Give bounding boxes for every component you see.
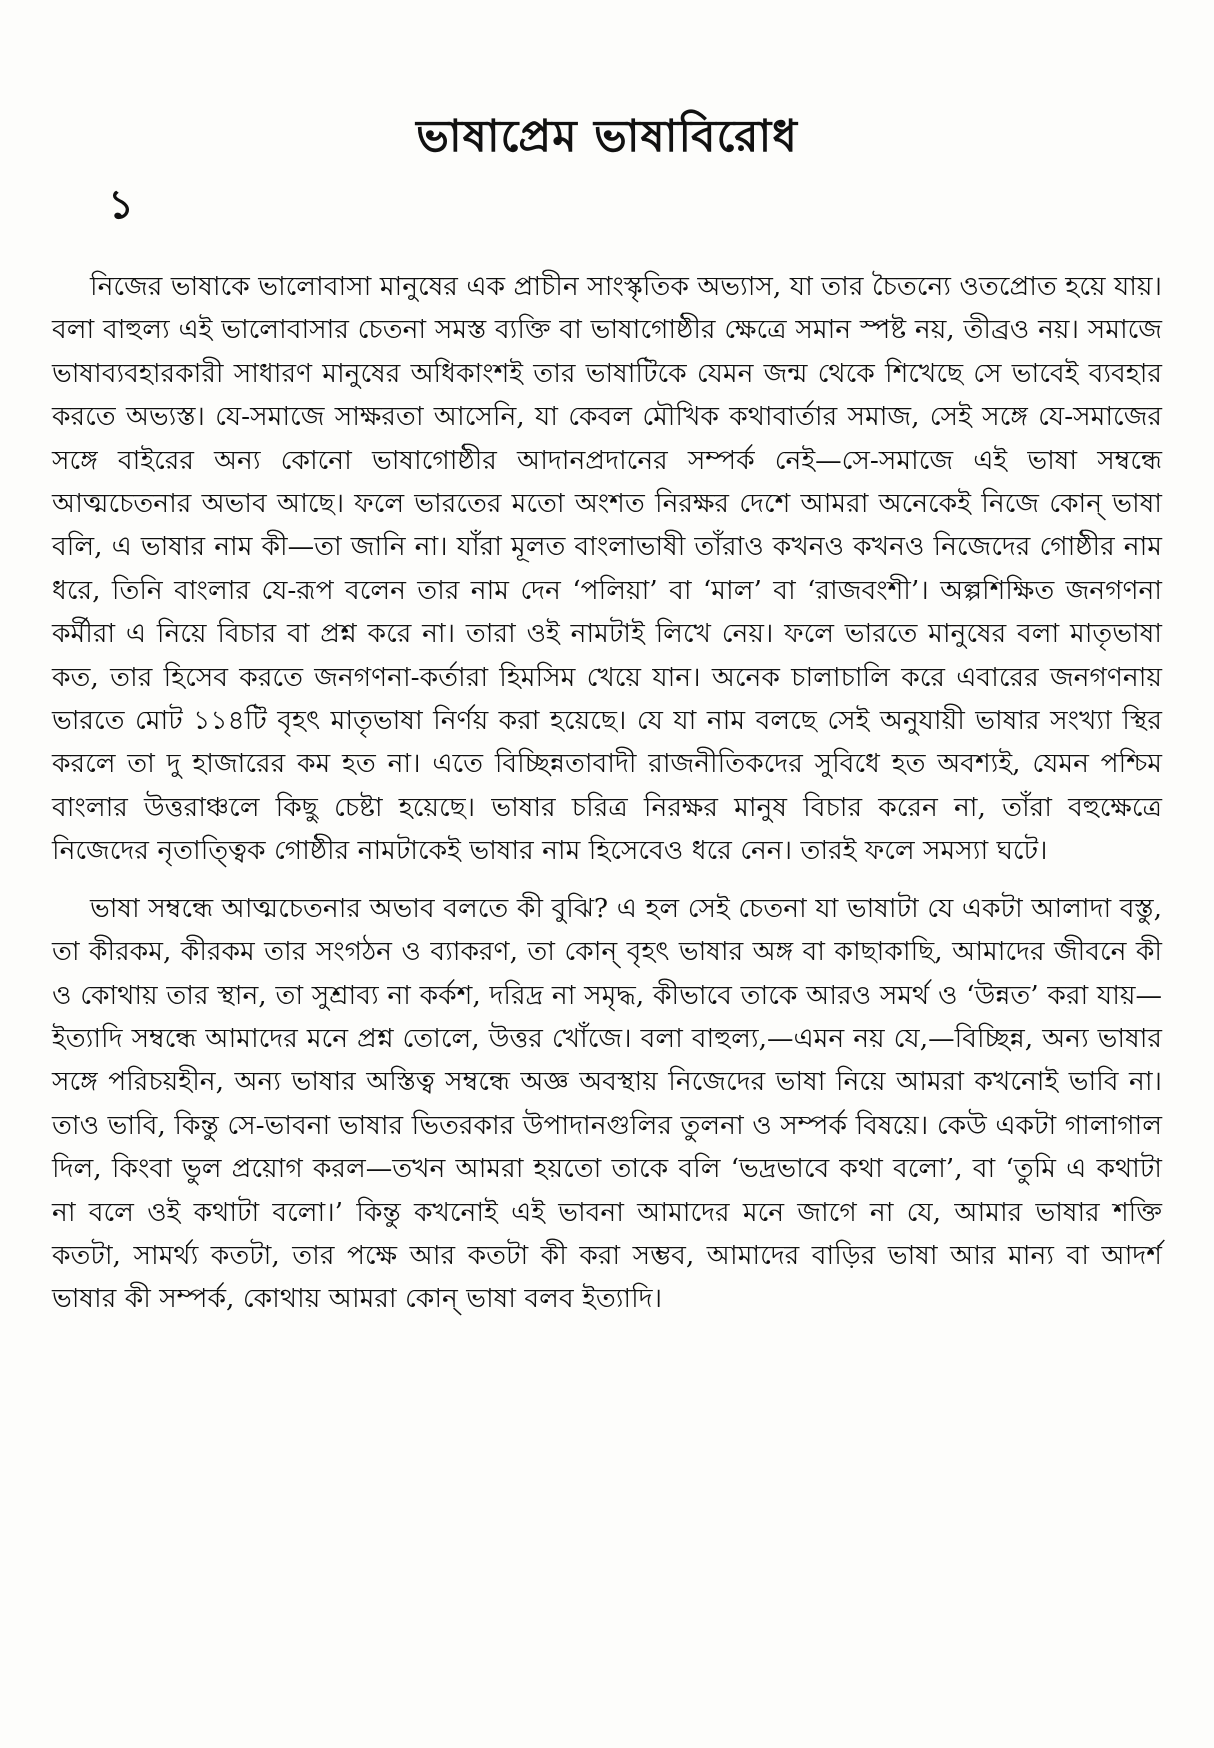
- chapter-title: ভাষাপ্রেম ভাষাবিরোধ: [416, 111, 798, 163]
- body-text: [52, 265, 1162, 1321]
- paragraph-1: নিজের ভাষাকে ভালোবাসা মানুষের এক প্রাচীন সাংস্কৃতিক অভ্যাস, যা তার চৈতন্যে ওতপ্রোত হয়ে যায়। বলা বাহুল্য এই ভালোবাসার চেতনা সমস্ত ব্যক্তি বা ভাষাগোষ্ঠীর ক্ষেত্রে সমান স্পষ্ট নয়, তীব্রও নয়। সমাজে ভাষাব্যবহারকারী সাধারণ মানুষের অধিকাংশই তার ভাষাটিকে যেমন জন্ম থেকে শিখেছে সে ভাবেই ব্যবহার করতে অভ্যস্ত। যে-সমাজে সাক্ষরতা আসেনি, যা কেবল মৌখিক কথাবার্তার সমাজ, সেই সঙ্গে যে-সমাজের সঙ্গে বাইরের অন্য কোনো ভাষাগোষ্ঠীর আদানপ্রদানের সম্পর্ক নেই—সে-সমাজে এই ভাষা সম্বন্ধে আত্মচেতনার অভাব আছে। ফলে ভারতের মতো অংশত নিরক্ষর দেশে আমরা অনেকেই নিজে কোন্ ভাষা বলি, এ ভাষার নাম কী—তা জানি না। যাঁরা মূলত বাংলাভাষী তাঁরাও কখনও কখনও নিজেদের গোষ্ঠীর নাম ধরে, তিনি বাংলার যে-রূপ বলেন তার নাম দেন ‘পলিয়া’ বা ‘মাল’ বা ‘রাজবংশী’। অল্পশিক্ষিত জনগণনা কর্মীরা এ নিয়ে বিচার বা প্রশ্ন করে না। তারা ওই নামটাই লিখে নেয়। ফলে ভারতে মানুষের বলা মাতৃভাষা কত, তার হিসেব করতে জনগণনা-কর্তারা হিমসিম খেয়ে যান। অনেক চালাচালি করে এবারের জনগণনায় ভারতে মোট ১১৪টি বৃহৎ মাতৃভাষা নির্ণয় করা হয়েছে। যে যা নাম বলছে সেই অনুযায়ী ভাষার সংখ্যা স্থির করলে তা দু হাজারের কম হত না। এতে বিচ্ছিন্নতাবাদী রাজনীতিকদের সুবিধে হত অবশ্যই, যেমন পশ্চিম বাংলার উত্তরাঞ্চলে কিছু চেষ্টা হয়েছে। ভাষার চরিত্র নিরক্ষর মানুষ বিচার করেন না, তাঁরা বহুক্ষেত্রে নিজেদের নৃতাত্ত্বিক গোষ্ঠীর নামটাকেই ভাষার নাম হিসেবেও ধরে নেন। তারই ফলে সমস্যা ঘটে।: [52, 271, 1162, 867]
- paragraph-2: ভাষা সম্বন্ধে আত্মচেতনার অভাব বলতে কী বুঝি? এ হল সেই চেতনা যা ভাষাটা যে একটা আলাদা বস্তু, তা কীরকম, কীরকম তার সংগঠন ও ব্যাকরণ, তা কোন্ বৃহৎ ভাষার অঙ্গ বা কাছাকাছি, আমাদের জীবনে কী ও কোথায় তার স্থান, তা সুশ্রাব্য না কর্কশ, দরিদ্র না সমৃদ্ধ, কীভাবে তাকে আরও সমর্থ ও ‘উন্নত’ করা যায়—ইত্যাদি সম্বন্ধে আমাদের মনে প্রশ্ন তোলে, উত্তর খোঁজে। বলা বাহুল্য,—এমন নয় যে,—বিচ্ছিন্ন, অন্য ভাষার সঙ্গে পরিচয়হীন, অন্য ভাষার অস্তিত্ব সম্বন্ধে অজ্ঞ অবস্থায় নিজেদের ভাষা নিয়ে আমরা কখনোই ভাবি না। তাও ভাবি, কিন্তু সে-ভাবনা ভাষার ভিতরকার উপাদানগুলির তুলনা ও সম্পর্ক বিষয়ে। কেউ একটা গালাগাল দিল, কিংবা ভুল প্রয়োগ করল—তখন আমরা হয়তো তাকে বলি ‘ভদ্রভাবে কথা বলো’, বা ‘তুমি এ কথাটা না বলে ওই কথাটা বলো।’ কিন্তু কখনোই এই ভাবনা আমাদের মনে জাগে না যে, আমার ভাষার শক্তি কতটা, সামর্থ্য কতটা, তার পক্ষে আর কতটা কী করা সম্ভব, আমাদের বাড়ির ভাষা আর মান্য বা আদর্শ ভাষার কী সম্পর্ক, কোথায় আমরা কোন্ ভাষা বলব ইত্যাদি।: [52, 892, 1163, 1315]
- section-number: ১: [108, 181, 134, 228]
